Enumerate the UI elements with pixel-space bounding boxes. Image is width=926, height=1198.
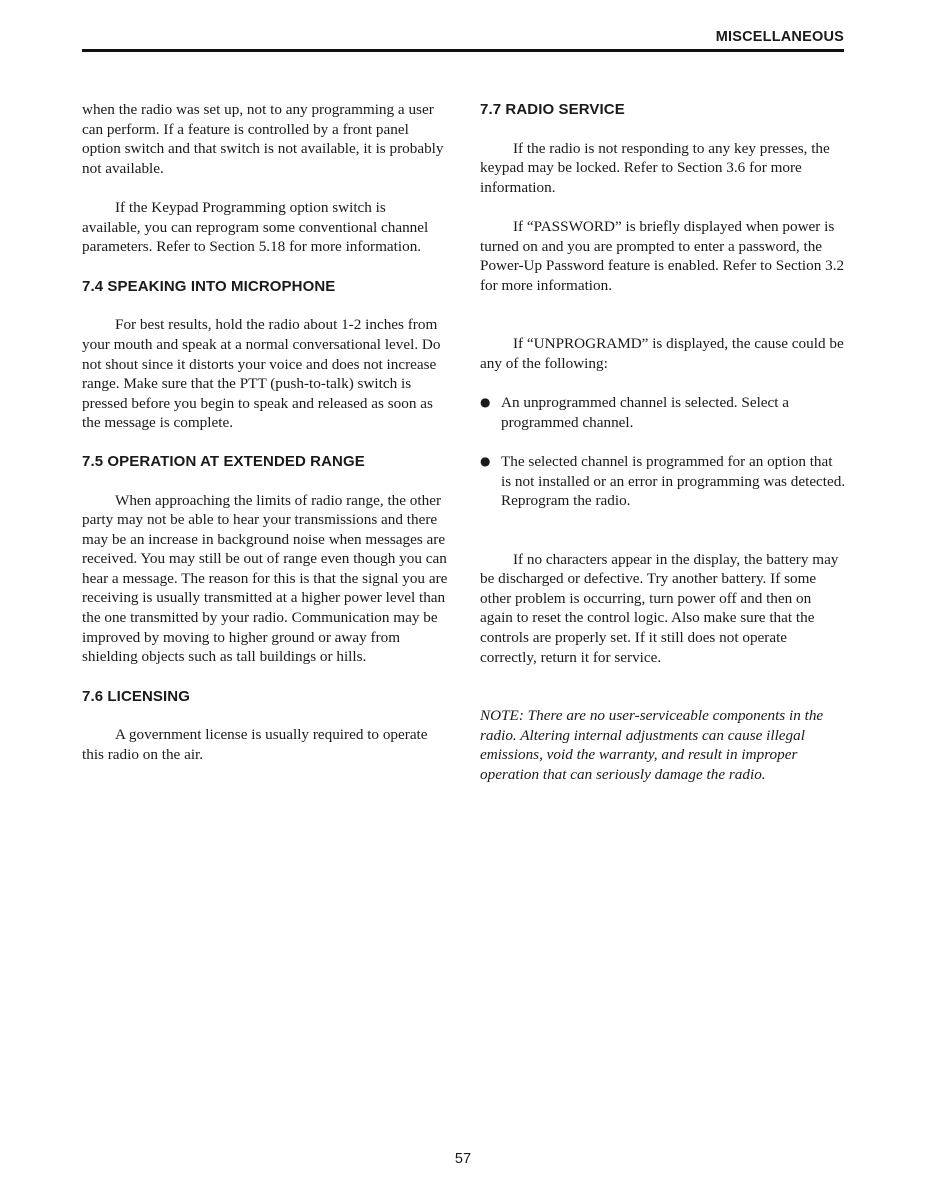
paragraph-no-characters: If no characters appear in the display, the battery may be discharged or defective. Try another battery. If some other problem is occurring, turn power off and then on again to reset the control logic. Also make sure that the controls are properly set. If it still does not operate correctly, return it for service. [480,550,839,666]
paragraph-continued: when the radio was set up, not to any programming a user can perform. If a feature is controlled by a front panel option switch and that switch is not available, it is probably not available. [82,101,444,177]
heading-licensing: 7.6 LICENSING [82,687,190,705]
paragraph-speaking: For best results, hold the radio about 1-2 inches from your mouth and speak at a normal conversational level. Do not shout since it distorts your voice and does not increase range. Make sure that the PTT (push-to-talk) switch is pressed before you begin to speak and released as soon as the message is complete. [82,316,441,432]
heading-radio-service: 7.7 RADIO SERVICE [480,101,625,118]
paragraph-unprogramd: If “UNPROGRAMD” is displayed, the cause could be any of the following: [480,335,844,372]
unprogramd-causes-list [480,393,846,511]
paragraph-keypad-locked: If the radio is not responding to any key presses, the keypad may be locked. Refer to Section 3.6 for more information. [480,139,830,196]
header-rule [82,49,844,52]
list-item: ● The selected channel is programmed for an option that is not installed or an error in programming was detected. Reprogram the radio. [480,452,846,510]
page-header-title: MISCELLANEOUS [715,29,844,45]
bullet-icon: ● [480,453,491,468]
paragraph-keypad-programming: If the Keypad Programming option switch is available, you can reprogram some conventional channel parameters. Refer to Section 5.18 for more information. [82,198,429,256]
page-number: 57 [454,1151,472,1167]
paragraph-password: If “PASSWORD” is briefly displayed when power is turned on and you are prompted to enter a password, the Power-Up Password feature is enabled. Refer to Section 3.2 for more information. [480,217,845,294]
left-column [82,100,448,765]
heading-speaking-into-microphone: 7.4 SPEAKING INTO MICROPHONE [82,277,336,295]
list-item: ● An unprogrammed channel is selected. Select a programmed channel. [480,394,790,431]
right-column [480,100,846,785]
note-paragraph: NOTE: There are no user-serviceable components in the radio. Altering internal adjustments can cause illegal emissions, void the warranty, and result in improper operation that can seriously damage the radio. [480,707,824,784]
heading-operation-at-extended-range: 7.5 OPERATION AT EXTENDED RANGE [82,452,365,470]
bullet-icon: ● [480,395,491,410]
paragraph-licensing: A government license is usually required to operate this radio on the air. [82,726,428,764]
paragraph-extended-range: When approaching the limits of radio range, the other party may not be able to hear your transmissions and there may be an increase in background noise when messages are received. You may still be out of range even though you can hear a message. The reason for this is that the signal you are receiving is usually transmitted at a higher power level than the one transmitted by your radio. Communication may be improved by moving to higher ground or away from shielding objects such as tall buildings or hills. [82,491,448,666]
